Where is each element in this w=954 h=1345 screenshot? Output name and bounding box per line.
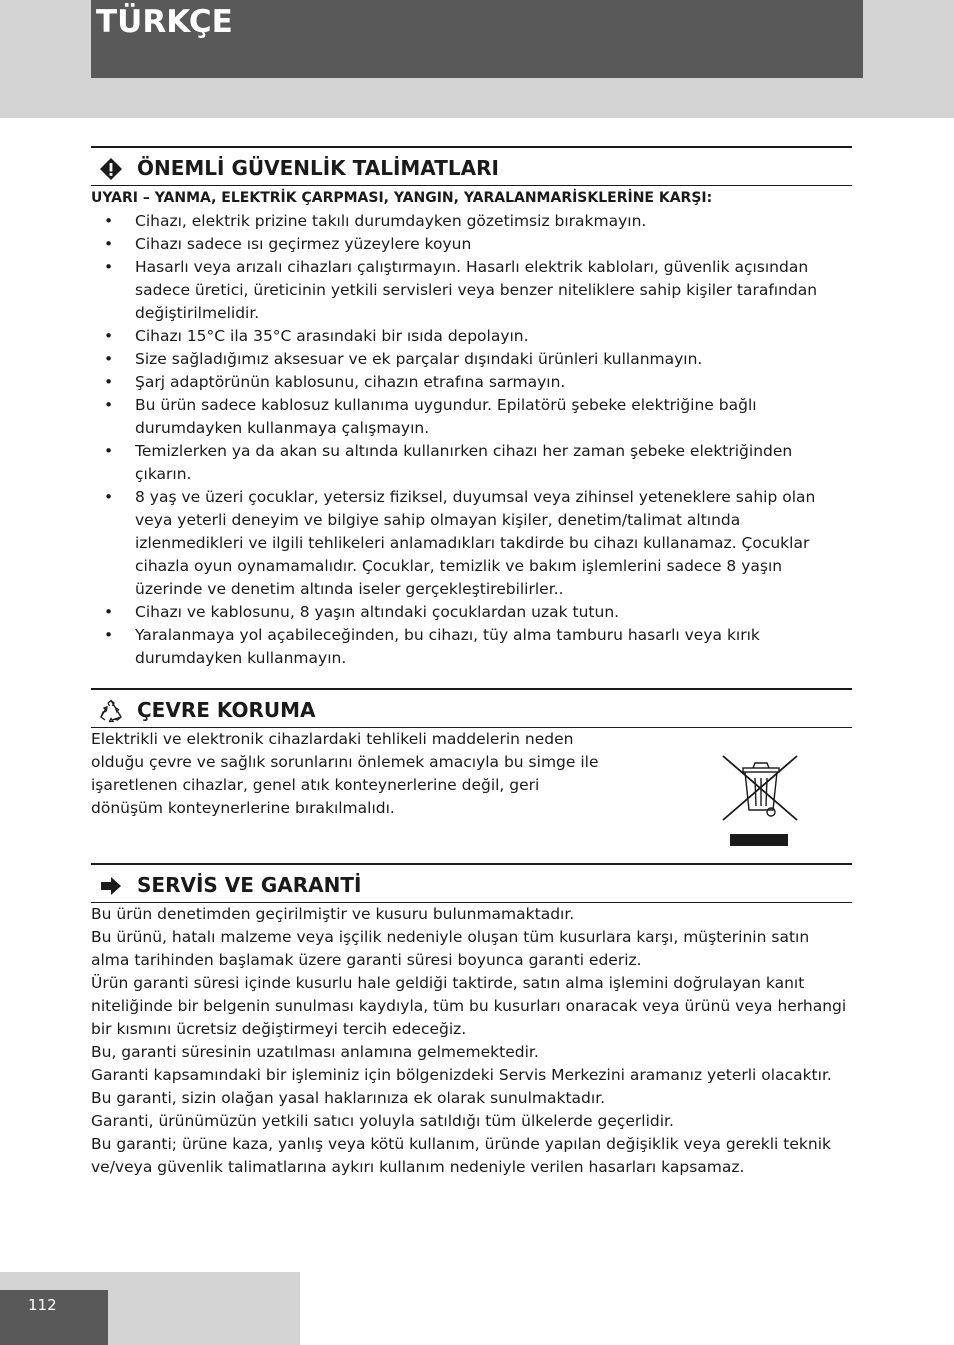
environment-text: Elektrikli ve elektronik cihazlardaki tehlikeli maddelerin neden olduğu çevre ve sağlık sorunlarını önlemek amacıyla bu simge ile işaretlenen cihazlar, genel atık konteynerlerine değil, geri dönüşüm konteynerlerine bırakılmalıdı.: [91, 730, 599, 817]
list-item: [91, 601, 852, 624]
page-number-box: [0, 1290, 108, 1345]
list-item: [91, 486, 852, 601]
bullet: •: [104, 327, 114, 345]
list-item: [91, 256, 852, 325]
service-paragraph: Bu ürünü, hatalı malzeme veya işçilik nedeniyle oluşan tüm kusurlara karşı, müşterinin satın alma tarihinden başlamak üzere garanti süresi boyunca garanti ederiz.: [91, 928, 810, 969]
warning-diamond-icon: [99, 157, 123, 181]
list-item-text: Hasarlı veya arızalı cihazları çalıştırmayın. Hasarlı elektrik kabloları, güvenlik açısından sadece üretici, üreticinin yetkili servisleri veya benzer niteliklere sahip kişiler tarafından değiştirilmelidir.: [135, 258, 818, 322]
safety-list: [91, 210, 852, 670]
recycle-icon: [99, 699, 123, 723]
service-body: [91, 903, 852, 1179]
safety-heading: ÖNEMLİ GÜVENLİK TALİMATLARI: [137, 156, 499, 180]
list-item-text: Cihazı ve kablosunu, 8 yaşın altındaki çocuklardan uzak tutun.: [135, 603, 620, 621]
bullet: •: [104, 373, 114, 391]
service-paragraph: Ürün garanti süresi içinde kusurlu hale geldiği taktirde, satın alma işlemini doğrulayan kanıt niteliğinde bir belgenin sunulması kaydıyla, tüm bu kusurları onaracak veya ürünü veya herhangi bir kısmını ücretsiz değiştirmeyi tercih edeceğiz.: [91, 974, 847, 1038]
bullet: •: [104, 212, 114, 230]
bullet: •: [104, 258, 114, 276]
service-heading: SERVİS VE GARANTİ: [137, 873, 362, 897]
crossed-out-bin-icon: [721, 754, 801, 850]
list-item-text: Bu ürün sadece kablosuz kullanıma uygundur. Epilatörü şebeke elektriğine bağlı durumdayken kullanmaya çalışmayın.: [135, 396, 757, 437]
list-item: [91, 325, 852, 348]
list-item-text: Cihazı sadece ısı geçirmez yüzeylere koyun: [135, 235, 472, 253]
service-paragraph: Garanti, ürünümüzün yetkili satıcı yoluyla satıldığı tüm ülkelerde geçerlidir.: [91, 1112, 674, 1130]
service-paragraph: Garanti kapsamındaki bir işleminiz için bölgenizdeki Servis Merkezini aramanız yeterli olacaktır.: [91, 1066, 832, 1084]
page-title: TÜRKÇE: [96, 4, 233, 40]
list-item-text: Temizlerken ya da akan su altında kullanırken cihazı her zaman şebeke elektriğinden çıkarın.: [135, 442, 793, 483]
list-item-text: Şarj adaptörünün kablosunu, cihazın etrafına sarmayın.: [135, 373, 566, 391]
bullet: •: [104, 626, 114, 644]
service-paragraph: Bu garanti; ürüne kaza, yanlış veya kötü kullanım, üründe yapılan değişiklik veya gerekli teknik ve/veya güvenlik talimatlarına aykırı kullanım nedeniyle verilen hasarları kapsamaz.: [91, 1135, 831, 1176]
list-item: [91, 210, 852, 233]
safety-section-header: [91, 146, 852, 186]
list-item: [91, 233, 852, 256]
list-item: [91, 348, 852, 371]
bullet: •: [104, 235, 114, 253]
bullet: •: [104, 350, 114, 368]
environment-section-header: [91, 688, 852, 728]
list-item-text: Size sağladığımız aksesuar ve ek parçalar dışındaki ürünleri kullanmayın.: [135, 350, 703, 368]
bullet: •: [104, 488, 114, 506]
list-item-text: Yaralanmaya yol açabileceğinden, bu cihazı, tüy alma tamburu hasarlı veya kırık durumdayken kullanmayın.: [135, 626, 760, 667]
main-content: [91, 146, 852, 1179]
list-item: [91, 394, 852, 440]
environment-heading: ÇEVRE KORUMA: [137, 698, 316, 722]
list-item-text: 8 yaş ve üzeri çocuklar, yetersiz fiziksel, duyumsal veya zihinsel yeteneklere sahip olan veya yeterli deneyim ve bilgiye sahip olmayan kişiler, denetim/talimat altında izlenmedikleri ve ilgili tehlikeleri anlamadıkları takdirde bu cihazı kullanamaz. Çocuklar cihazla oyun oynamamalıdır. Çocuklar, temizlik ve bakım işlemlerini sadece 8 yaşın üzerinde ve denetim altında iseler gerçekleştirebilirler..: [135, 488, 816, 598]
service-paragraph: Bu, garanti süresinin uzatılması anlamına gelmemektedir.: [91, 1043, 539, 1061]
safety-warning: UYARI – YANMA, ELEKTRİK ÇARPMASI, YANGIN, YARALANMARİSKLERİNE KARŞI:: [91, 190, 713, 206]
bullet: •: [104, 603, 114, 621]
list-item-text: Cihazı 15°C ila 35°C arasındaki bir ısıda depolayın.: [135, 327, 529, 345]
list-item: [91, 371, 852, 394]
bullet: •: [104, 396, 114, 414]
service-paragraph: Bu ürün denetimden geçirilmiştir ve kusuru bulunmamaktadır.: [91, 905, 575, 923]
arrow-right-icon: [99, 874, 123, 898]
list-item-text: Cihazı, elektrik prizine takılı durumdayken gözetimsiz bırakmayın.: [135, 212, 647, 230]
page-number: 112: [28, 1296, 57, 1314]
service-section-header: [91, 863, 852, 903]
list-item: [91, 440, 852, 486]
bullet: •: [104, 442, 114, 460]
service-paragraph: Bu garanti, sizin olağan yasal haklarınıza ek olarak sunulmaktadır.: [91, 1089, 606, 1107]
title-bar: [91, 0, 863, 78]
environment-body: [91, 728, 852, 863]
list-item: [91, 624, 852, 670]
